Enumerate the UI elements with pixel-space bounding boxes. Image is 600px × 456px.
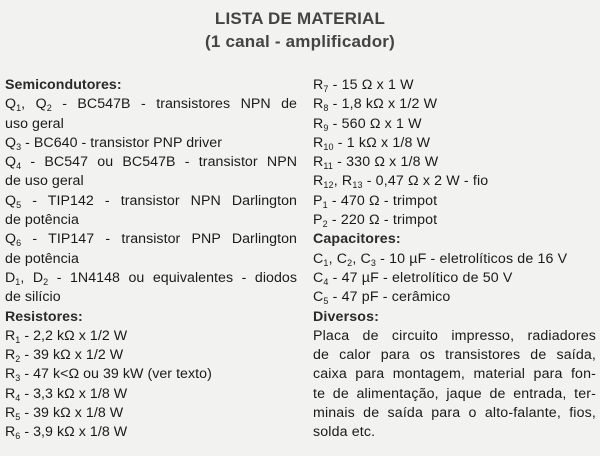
line-text: Q	[5, 231, 17, 248]
subscript-index: 4	[15, 392, 21, 403]
line-text: Q	[5, 96, 17, 113]
subscript-index: 6	[16, 238, 22, 249]
subscript-index: 3	[15, 373, 21, 384]
list-line	[313, 269, 596, 288]
line-text: Q	[5, 192, 17, 209]
subscript-index: 1	[15, 276, 21, 287]
list-line	[5, 346, 297, 365]
line-text: - 560 Ω x 1 W	[328, 115, 422, 132]
list-line	[5, 423, 297, 442]
line-text: - 39 kΩ x 1/8 W	[20, 405, 124, 422]
line-text: Q	[5, 154, 17, 171]
list-line	[5, 192, 297, 211]
line-text: - 0,47 Ω x 2 W - fio	[362, 173, 489, 190]
list-line	[5, 404, 297, 423]
list-line	[5, 230, 297, 249]
subscript-index: 5	[15, 412, 21, 423]
page-title: LISTA DE MATERIAL	[214, 9, 386, 28]
line-text: caixa para montagem, material para fon-	[313, 366, 596, 383]
line-text: - 47 µF - eletrolítico de 50 V	[328, 269, 513, 286]
section-heading: Resistores:	[5, 308, 83, 325]
list-line	[5, 95, 297, 114]
line-text: - BC640 - transistor PNP driver	[21, 134, 222, 151]
line-text: - 1N4148 ou equivalentes - diodos	[48, 269, 297, 286]
line-text: R	[313, 154, 324, 171]
list-line	[5, 172, 297, 191]
line-text: , R	[333, 173, 353, 190]
line-text: , D	[20, 269, 44, 286]
list-line	[5, 365, 297, 384]
list-line	[5, 153, 297, 172]
subscript-index: 7	[323, 84, 329, 94]
list-line	[313, 134, 596, 153]
subscript-index: 9	[323, 122, 329, 133]
line-text: - 3,3 kΩ x 1/8 W	[20, 385, 128, 402]
line-text: , C	[328, 250, 348, 267]
line-text: R	[313, 115, 324, 132]
line-text: R	[5, 385, 16, 402]
line-text: R	[313, 96, 324, 113]
line-text: - 470 Ω - trimpot	[327, 192, 438, 209]
list-line	[313, 288, 596, 307]
line-text: , Q	[21, 96, 47, 113]
list-line	[313, 404, 596, 423]
list-line	[5, 134, 297, 153]
line-text: P	[313, 192, 323, 209]
list-line	[313, 211, 596, 230]
line-text: de potência	[5, 250, 79, 267]
subscript-index: 8	[323, 103, 329, 114]
line-text: R	[313, 134, 324, 151]
line-text: R	[5, 424, 16, 441]
subscript-index: 3	[16, 141, 22, 152]
list-line	[313, 95, 596, 114]
subscript-index: 4	[323, 276, 329, 287]
list-line	[5, 115, 297, 134]
line-text: - 1 kΩ x 1/8 W	[333, 134, 431, 151]
subscript-index: 10	[323, 141, 334, 152]
line-text: , C	[352, 250, 371, 267]
subscript-index: 3	[370, 257, 377, 268]
line-text: - 47 pF - cerâmico	[328, 289, 451, 306]
list-line	[5, 211, 297, 230]
list-line	[5, 385, 297, 404]
subscript-index: 12	[323, 180, 334, 191]
section-heading: Capacitores:	[313, 231, 401, 248]
list-line	[313, 365, 596, 384]
line-text: de uso geral	[5, 173, 84, 190]
line-text: C	[313, 289, 324, 306]
subscript-index: 5	[16, 199, 22, 210]
line-text: - BC547B - transistores NPN de	[51, 96, 297, 113]
line-text: R	[313, 77, 324, 93]
line-text: C	[313, 250, 324, 267]
list-line	[5, 288, 297, 307]
subscript-index: 13	[352, 180, 363, 191]
list-line	[313, 423, 596, 442]
line-text: - 1,8 kΩ x 1/2 W	[328, 96, 438, 113]
line-text: P	[313, 212, 323, 229]
section-heading: Diversos:	[313, 308, 380, 325]
line-text: Placa de circuito impresso, radiadores	[313, 327, 596, 344]
line-text: C	[313, 269, 324, 286]
line-text: de calor para os transistores de saída,	[313, 347, 596, 364]
line-text: solda etc.	[313, 424, 376, 441]
line-text: - 10 µF - eletrolíticos de 16 V	[376, 250, 568, 267]
line-text: - 47 k<Ω ou 39 kW (ver texto)	[20, 366, 212, 383]
subscript-index: 2	[43, 276, 49, 287]
line-text: Q	[5, 134, 17, 151]
list-line	[313, 192, 596, 211]
line-text: R	[5, 347, 16, 364]
list-line	[313, 385, 596, 404]
list-line	[313, 153, 596, 172]
line-text: - TIP147 - transistor PNP Darlington	[21, 231, 297, 248]
list-line	[313, 346, 596, 365]
line-text: R	[5, 366, 16, 383]
line-text: - 330 Ω x 1/8 W	[333, 154, 439, 171]
line-text: de silício	[5, 289, 61, 306]
line-text: D	[5, 269, 16, 286]
subscript-index: 1	[15, 334, 21, 345]
line-text: - 15 Ω x 1 W	[328, 77, 414, 93]
list-line	[5, 327, 297, 346]
page-subtitle: (1 canal - amplificador)	[205, 32, 395, 51]
list-line	[5, 250, 297, 269]
right-column	[313, 76, 596, 443]
line-text: R	[5, 327, 16, 344]
list-line	[313, 172, 596, 191]
line-text: - 2,2 kΩ x 1/2 W	[20, 327, 128, 344]
line-text: - TIP142 - transistor NPN Darlington	[21, 192, 297, 209]
list-line	[313, 327, 596, 346]
subscript-index: 11	[323, 161, 334, 172]
subscript-index: 2	[322, 219, 328, 230]
line-text: - 3,9 kΩ x 1/8 W	[20, 424, 128, 441]
list-line	[313, 250, 596, 269]
line-text: R	[5, 405, 16, 422]
line-text: - 220 Ω - trimpot	[327, 212, 438, 229]
subscript-index: 2	[15, 354, 21, 365]
line-text: minais de saída para o alto-falante, fios,	[313, 405, 596, 422]
subscript-index: 6	[15, 431, 21, 442]
line-text: te de alimentação, jaque de entrada, ter-	[313, 385, 596, 402]
section-heading: Semicondutores:	[5, 77, 122, 93]
line-text: R	[313, 173, 324, 190]
line-text: uso geral	[5, 115, 64, 132]
subscript-index: 5	[323, 296, 329, 307]
line-text: de potência	[5, 212, 79, 229]
left-column	[5, 76, 297, 443]
list-line	[313, 115, 596, 134]
subscript-index: 1	[16, 103, 22, 114]
line-text: - 39 kΩ x 1/2 W	[20, 347, 124, 364]
subscript-index: 1	[322, 199, 328, 210]
list-line	[313, 76, 596, 95]
line-text: - BC547 ou BC547B - transistor NPN	[21, 154, 297, 171]
subscript-index: 2	[46, 103, 52, 114]
subscript-index: 4	[16, 161, 22, 172]
list-line	[5, 269, 297, 288]
subscript-index: 2	[347, 257, 353, 268]
subscript-index: 1	[323, 257, 329, 268]
